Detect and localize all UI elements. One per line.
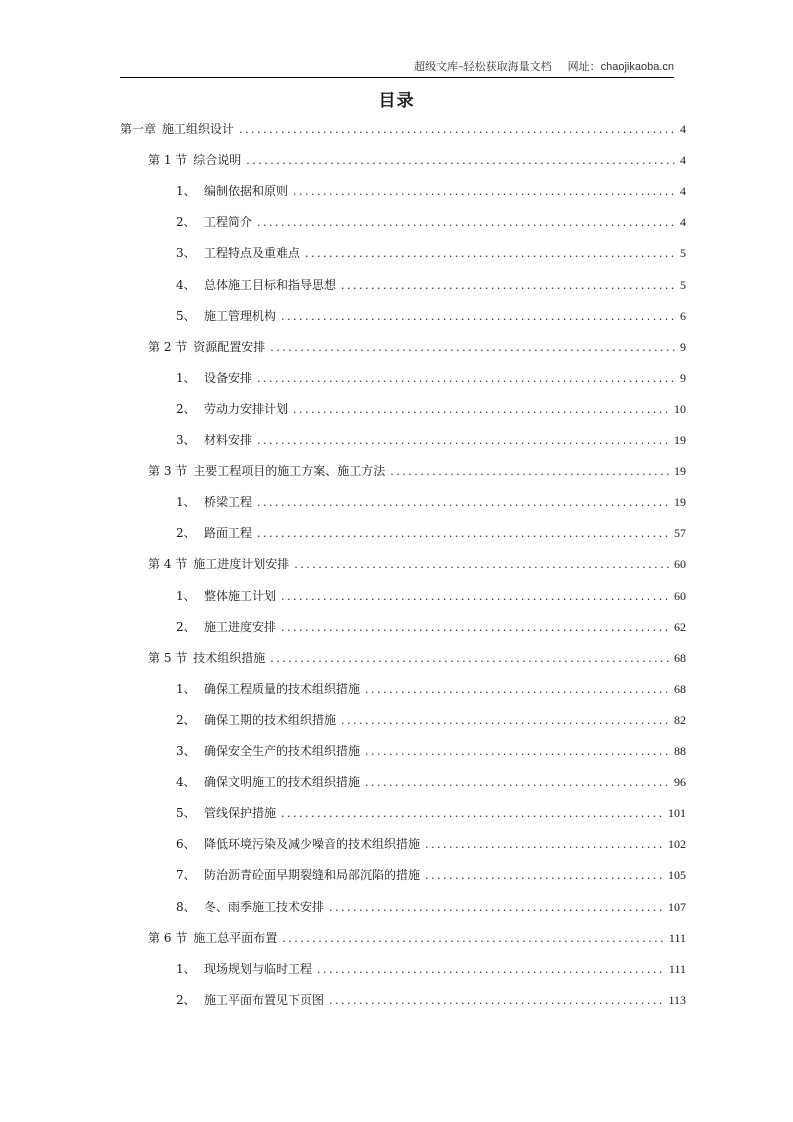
toc-item-entry[interactable]	[176, 369, 686, 393]
toc-page-number: 10	[674, 401, 686, 416]
toc-dot-leader	[390, 465, 671, 478]
toc-item-entry[interactable]	[176, 493, 686, 517]
toc-section-entry[interactable]	[148, 555, 686, 579]
toc-page-number: 9	[680, 339, 686, 354]
toc-item-entry[interactable]	[176, 587, 686, 611]
page-header	[120, 58, 674, 78]
toc-page-number: 60	[674, 557, 686, 572]
toc-entry-number: 6、	[176, 837, 196, 852]
toc-entry-number: 1、	[176, 588, 196, 603]
toc-dot-leader	[246, 154, 677, 167]
toc-item-entry[interactable]	[176, 680, 686, 704]
toc-entry-label: 综合说明	[193, 153, 242, 168]
toc-chapter-entry[interactable]	[120, 120, 686, 144]
toc-entry-number: 3、	[176, 433, 196, 447]
toc-entry-label: 技术组织措施	[193, 650, 266, 665]
toc-entry-label: 确保工程质量的技术组织措施	[204, 681, 361, 696]
toc-page-number: 5	[680, 277, 686, 292]
toc-dot-leader	[365, 745, 671, 758]
toc-entry-label: 施工进度安排	[204, 619, 277, 634]
toc-page-number: 19	[674, 464, 686, 479]
toc-item-entry[interactable]	[176, 773, 686, 797]
toc-page-number: 5	[680, 246, 686, 261]
toc-dot-leader	[305, 247, 677, 260]
toc-item-entry[interactable]	[176, 742, 686, 766]
toc-dot-leader	[257, 496, 671, 509]
toc-dot-leader	[329, 994, 665, 1007]
toc-entry-number: 第 5 节	[148, 650, 188, 665]
toc-entry-label: 施工管理机构	[204, 308, 277, 323]
toc-entry-label: 劳动力安排计划	[204, 401, 289, 416]
toc-page-number: 113	[668, 992, 686, 1007]
toc-entry-label: 材料安排	[204, 433, 253, 447]
toc-entry-label: 工程特点及重难点	[204, 246, 301, 261]
toc-dot-leader	[281, 807, 665, 820]
toc-entry-number: 第 4 节	[148, 557, 188, 572]
toc-dot-leader	[257, 527, 671, 540]
toc-item-entry[interactable]	[176, 431, 686, 455]
toc-section-entry[interactable]	[148, 462, 686, 486]
toc-item-entry[interactable]	[176, 276, 686, 300]
toc-page-number: 68	[674, 681, 686, 696]
toc-entry-number: 1、	[176, 370, 196, 385]
toc-page-number: 19	[674, 495, 686, 510]
toc-page-number: 9	[680, 370, 686, 385]
toc-entry-label: 现场规划与临时工程	[204, 961, 313, 976]
toc-entry-number: 1、	[176, 681, 196, 696]
toc-entry-label: 防治沥青砼面早期裂缝和局部沉陷的措施	[204, 868, 421, 883]
toc-entry-number: 1、	[176, 961, 196, 976]
toc-page-number: 60	[674, 588, 686, 603]
toc-entry-number: 2、	[176, 401, 196, 416]
toc-section-entry[interactable]	[148, 338, 686, 362]
toc-entry-number: 第 2 节	[148, 339, 188, 354]
toc-entry-label: 工程简介	[204, 215, 253, 230]
toc-entry-label: 确保工期的技术组织措施	[204, 712, 337, 727]
header-site-name: 超级文库–轻松获取海量文档	[414, 60, 552, 73]
toc-entry-number: 1、	[176, 184, 196, 199]
toc-page-number: 4	[680, 153, 686, 168]
toc-entry-number: 4、	[176, 775, 196, 790]
toc-entry-number: 5、	[176, 308, 196, 323]
toc-dot-leader	[425, 869, 665, 882]
toc-title: 目录	[378, 91, 415, 111]
toc-page-number: 4	[680, 122, 686, 136]
toc-page-number: 4	[680, 215, 686, 230]
toc-entry-label: 主要工程项目的施工方案、施工方法	[193, 464, 386, 479]
toc-entry-number: 第 1 节	[148, 153, 188, 168]
toc-page-number: 6	[680, 308, 686, 323]
toc-dot-leader	[281, 590, 671, 603]
toc-section-entry[interactable]	[148, 649, 686, 673]
toc-entry-label: 施工平面布置见下页图	[204, 992, 325, 1007]
toc-entry-label: 施工进度计划安排	[193, 557, 290, 572]
toc-page-number: 68	[674, 650, 686, 665]
toc-entry-label: 确保文明施工的技术组织措施	[204, 775, 361, 790]
toc-entry-number: 第 6 节	[148, 930, 188, 945]
toc-entry-number: 第一章	[120, 122, 157, 136]
toc-page-number: 102	[668, 837, 686, 852]
toc-page-number: 107	[668, 899, 686, 914]
toc-entry-number: 第 3 节	[148, 464, 188, 479]
toc-section-entry[interactable]	[148, 929, 686, 953]
toc-section-entry[interactable]	[148, 151, 686, 175]
toc-dot-leader	[341, 279, 677, 292]
toc-item-entry[interactable]	[176, 400, 686, 424]
toc-page-number: 82	[674, 712, 686, 727]
toc-dot-leader	[365, 683, 671, 696]
toc-entry-number: 5、	[176, 806, 196, 821]
toc-entry-number: 3、	[176, 246, 196, 261]
toc-item-entry[interactable]	[176, 960, 686, 984]
toc-item-entry[interactable]	[176, 244, 686, 268]
toc-entry-label: 路面工程	[204, 526, 253, 541]
toc-item-entry[interactable]	[176, 804, 686, 828]
toc-page-number: 105	[668, 868, 686, 883]
toc-item-entry[interactable]	[176, 866, 686, 890]
toc-dot-leader	[425, 838, 665, 851]
toc-entry-label: 冬、雨季施工技术安排	[204, 899, 325, 914]
toc-entry-label: 桥梁工程	[204, 495, 253, 510]
toc-dot-leader	[281, 310, 677, 323]
toc-item-entry[interactable]	[176, 711, 686, 735]
header-url-link[interactable]: chaojikaoba.cn	[600, 61, 674, 73]
toc-page-number: 88	[674, 744, 686, 758]
toc-entry-label: 总体施工目标和指导思想	[204, 277, 337, 292]
toc-dot-leader	[257, 372, 677, 385]
toc-dot-leader	[257, 216, 677, 229]
header-url-label: 网址：	[567, 60, 601, 73]
toc-entry-number: 2、	[176, 992, 196, 1007]
toc-item-entry[interactable]	[176, 524, 686, 548]
toc-dot-leader	[270, 341, 677, 354]
toc-entry-number: 2、	[176, 526, 196, 541]
toc-page-number: 111	[668, 961, 686, 976]
toc-dot-leader	[270, 652, 671, 665]
toc-page-number: 57	[674, 526, 686, 541]
toc-dot-leader	[365, 776, 671, 789]
toc-entry-label: 整体施工计划	[204, 588, 277, 603]
toc-entry-label: 确保安全生产的技术组织措施	[204, 744, 361, 758]
toc-item-entry[interactable]	[176, 307, 686, 331]
toc-entry-label: 施工组织设计	[162, 122, 235, 136]
toc-entry-number: 3、	[176, 744, 196, 758]
toc-dot-leader	[239, 123, 677, 136]
toc-entry-label: 设备安排	[204, 370, 253, 385]
toc-dot-leader	[317, 963, 666, 976]
toc-dot-leader	[329, 901, 665, 914]
toc-dot-leader	[341, 714, 671, 727]
toc-entry-label: 施工总平面布置	[193, 930, 278, 945]
toc-item-entry[interactable]	[176, 213, 686, 237]
toc-entry-label: 资源配置安排	[193, 339, 266, 354]
toc-entry-number: 2、	[176, 215, 196, 230]
toc-entry-number: 1、	[176, 495, 196, 510]
toc-entry-number: 7、	[176, 868, 196, 883]
toc-entry-number: 2、	[176, 619, 196, 634]
toc-dot-leader	[293, 403, 671, 416]
toc-page-number: 111	[668, 930, 686, 945]
toc-entry-number: 4、	[176, 277, 196, 292]
toc-dot-leader	[293, 185, 677, 198]
toc-dot-leader	[281, 621, 671, 634]
toc-entry-label: 管线保护措施	[204, 806, 277, 821]
toc-page-number: 62	[674, 619, 686, 634]
toc-item-entry[interactable]	[176, 991, 686, 1015]
toc-item-entry[interactable]	[176, 182, 686, 206]
toc-entry-number: 2、	[176, 712, 196, 727]
toc-item-entry[interactable]	[176, 898, 686, 922]
toc-page-number: 4	[680, 184, 686, 199]
toc-page-number: 101	[668, 806, 686, 821]
toc-page-number: 19	[674, 433, 686, 447]
toc-page-number: 96	[674, 775, 686, 790]
toc-dot-leader	[294, 558, 671, 571]
toc-entry-label: 编制依据和原则	[204, 184, 289, 199]
toc-dot-leader	[282, 932, 666, 945]
toc-entry-label: 降低环境污染及减少噪音的技术组织措施	[204, 837, 421, 852]
toc-item-entry[interactable]	[176, 835, 686, 859]
toc-entry-number: 8、	[176, 899, 196, 914]
toc-item-entry[interactable]	[176, 618, 686, 642]
toc-dot-leader	[257, 434, 671, 447]
